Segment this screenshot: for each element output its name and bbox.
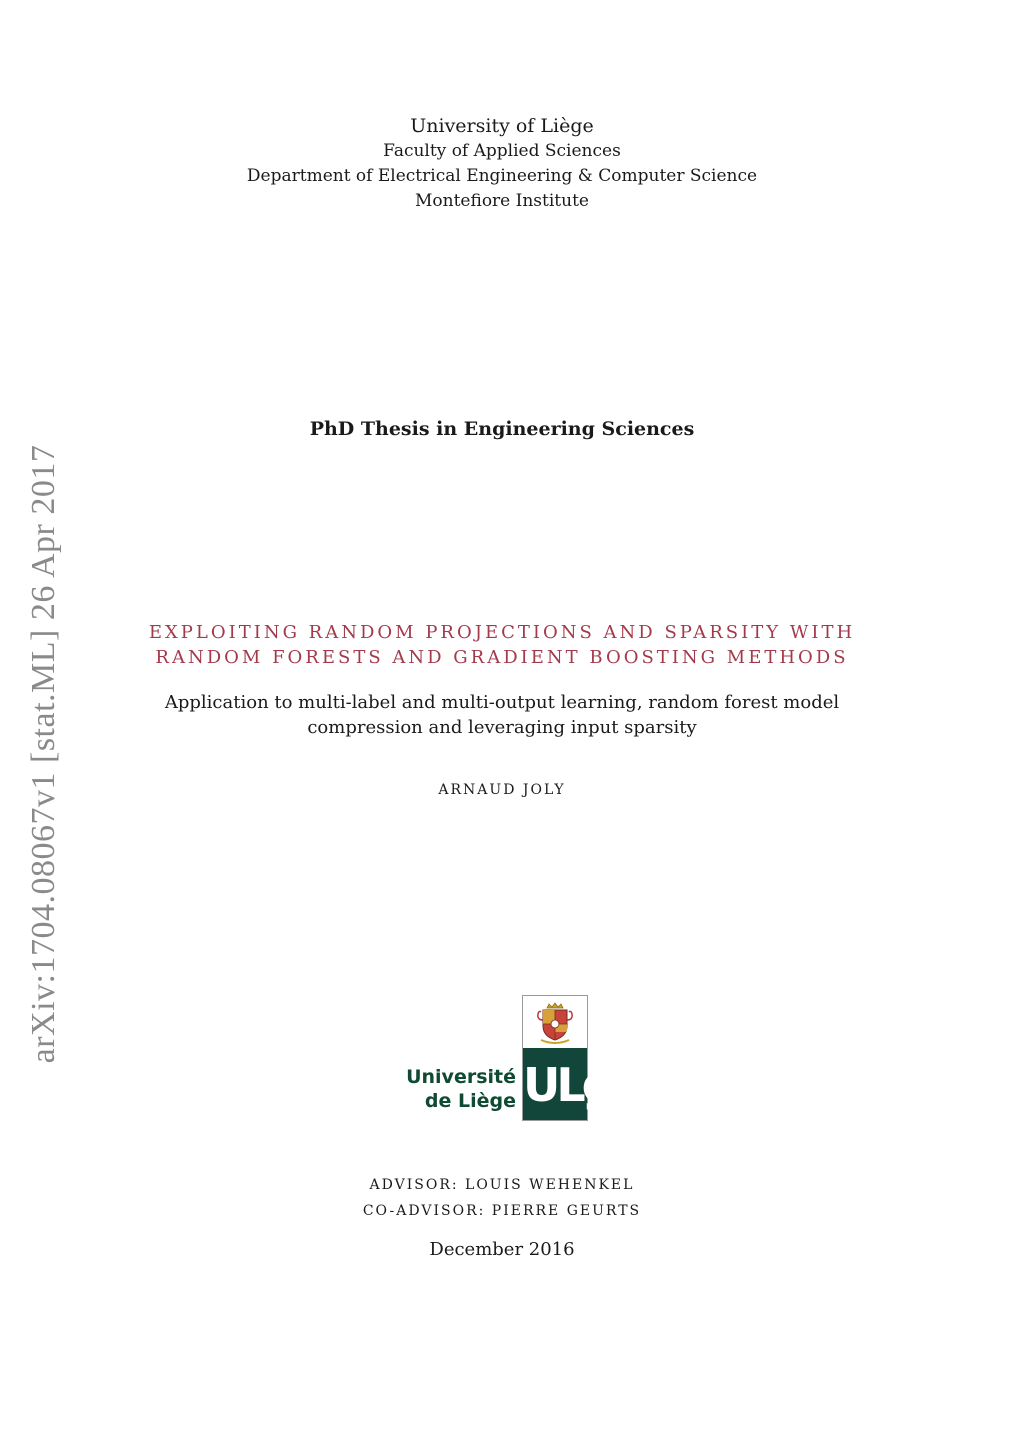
- thesis-title-line-1: EXPLOITING RANDOM PROJECTIONS AND SPARSITY WITH: [148, 622, 856, 643]
- department-name: Department of Electrical Engineering & Computer Science: [246, 166, 758, 186]
- logo-emblem: [522, 995, 611, 1121]
- advisor-line: ADVISOR: LOUIS WEHENKEL: [369, 1177, 635, 1193]
- thesis-subtitle-line-1: Application to multi-label and multi-output learning, random forest model: [164, 692, 840, 713]
- logo-text-line-1: Université: [406, 1066, 516, 1088]
- university-logo: [406, 995, 611, 1123]
- thesis-title-line-2: RANDOM FORESTS AND GRADIENT BOOSTING METHODS: [155, 647, 849, 668]
- thesis-subtitle: [0, 690, 1004, 740]
- institution-block: [0, 114, 1004, 214]
- degree-label: PhD Thesis in Engineering Sciences: [309, 418, 695, 440]
- arxiv-stamp: arXiv:1704.08067v1 [stat.ML] 26 Apr 2017: [25, 444, 62, 1064]
- author-name: ARNAUD JOLY: [438, 782, 566, 798]
- thesis-title: [0, 620, 1004, 670]
- logo-text-line-2: de Liège: [424, 1090, 516, 1112]
- thesis-subtitle-line-2: compression and leveraging input sparsity: [307, 717, 697, 738]
- logo-wordmark: [406, 1065, 516, 1113]
- advisors-block: [0, 1172, 1004, 1224]
- crest-icon: [535, 1002, 575, 1046]
- logo-green-panel: [523, 1048, 611, 1120]
- logo-glyph: ULg: [523, 1058, 611, 1112]
- co-advisor-line: CO-ADVISOR: PIERRE GEURTS: [362, 1203, 642, 1219]
- faculty-name: Faculty of Applied Sciences: [383, 141, 621, 161]
- university-name: University of Liège: [410, 115, 594, 137]
- institute-name: Montefiore Institute: [415, 191, 589, 211]
- thesis-date: December 2016: [429, 1239, 575, 1260]
